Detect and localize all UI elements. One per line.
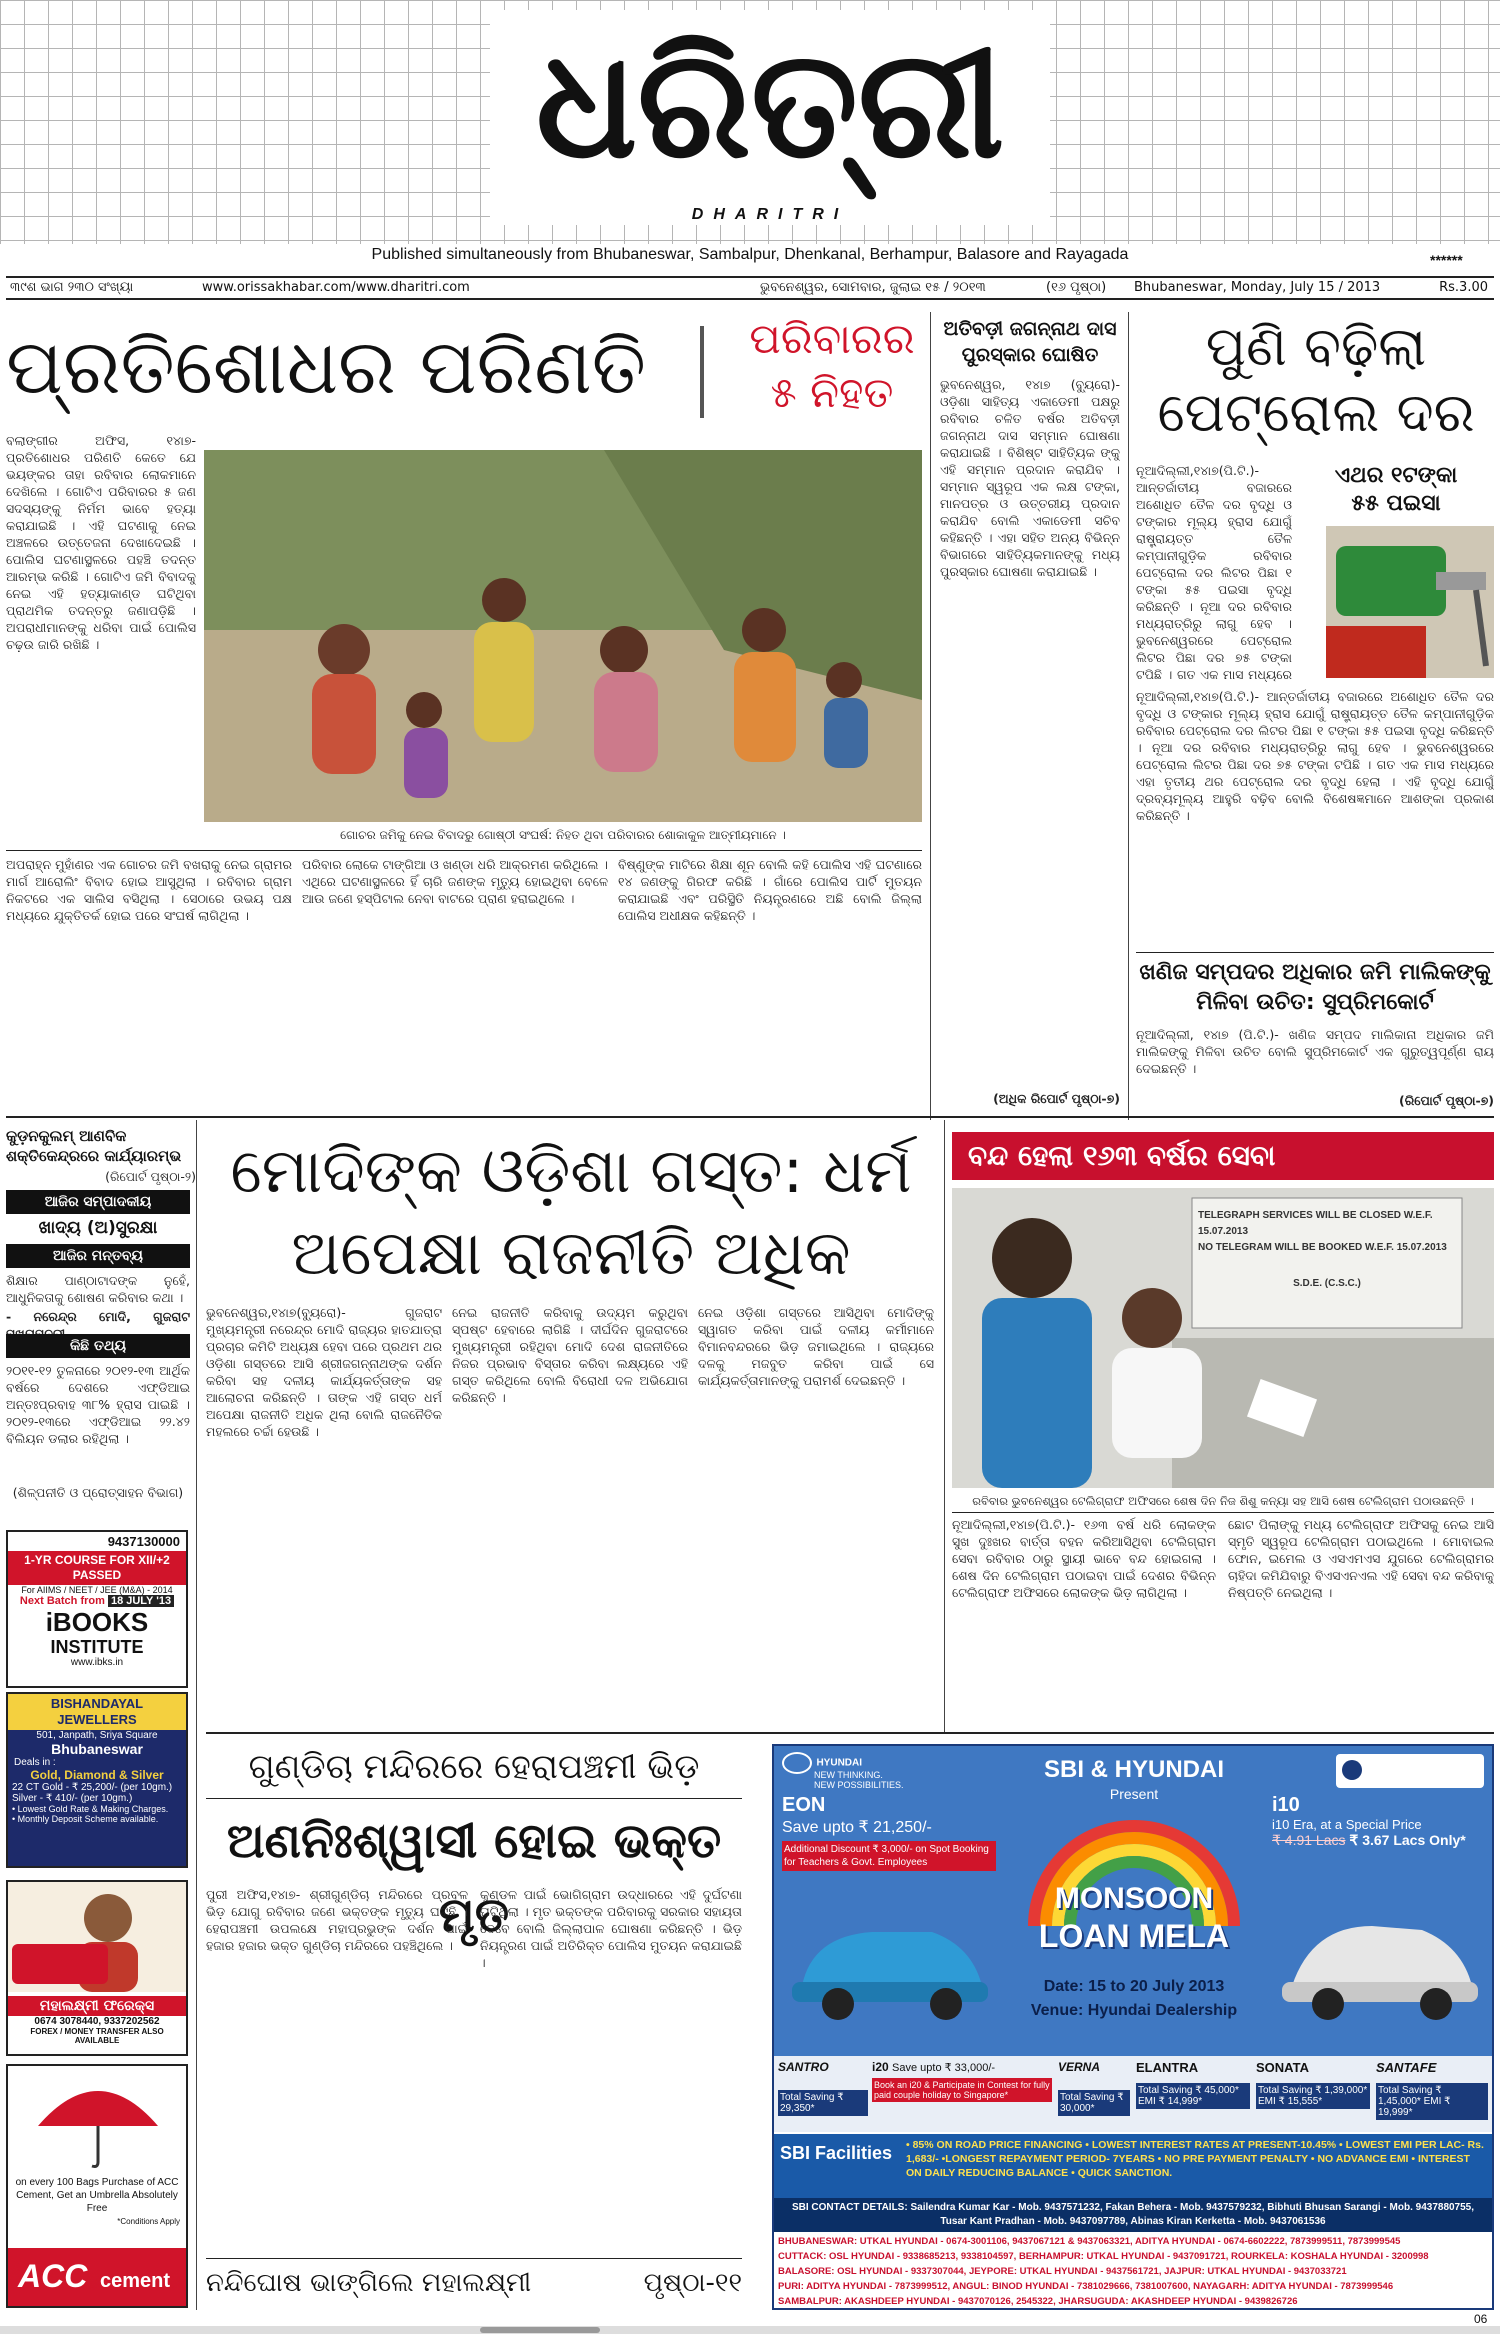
umbrella-icon [8,2066,186,2170]
hyundai-tag-1: NEW THINKING. [814,1770,883,1780]
hyundai-present: Present [1109,1786,1159,1802]
petrol-text-wide: ନୂଆଦିଲ୍ଲୀ,୧୪ା୭(ପି.ଟି.)- ଆନ୍ତର୍ଜାତୀୟ ବଜାରରେ ଅଶୋଧିତ ତୈଳ ଦର ବୃଦ୍ଧି ଓ ଟଙ୍କାର ମୂଲ୍ୟ ହ୍ରାସ ଯୋଗୁଁ ରାଷ୍ଟ୍ରାୟତ୍ତ ତୈଳ କମ୍ପାନୀଗୁଡ଼ିକ ରବିବାର ପେଟ୍ରୋଲ ଦର ଲିଟର ପିଛା ୧ ଟଙ୍କା ୫୫ ପଇସା ବୃଦ୍ଧି କରିଛନ୍ତି । ନୂଆ ଦର ରବିବାର ମଧ୍ୟରାତ୍ରିରୁ ଲାଗୁ ହେବ । ଭୁବନେଶ୍ୱରରେ ପେଟ୍ରୋଲ ଲିଟର ପିଛା ଦର ୭୫ ଟଙ୍କା ଟପିଛି । ଗତ ଏକ ମାସ ମଧ୍ୟରେ ଏହା ତୃତୀୟ ଥର ପେଟ୍ରୋଲ ଦର ବୃଦ୍ଧି ହେଲା । ଏହି ବୃଦ୍ଧି ଯୋଗୁଁ ଦ୍ରବ୍ୟମୂଲ୍ୟ ଆହୁରି ବଢ଼ିବ ବୋଲି ବିଶେଷଜ୍ଞମାନେ ଆଶଙ୍କା ପ୍ରକାଶ କରିଛନ୍ତି । [1136,689,1494,823]
model-i20[interactable] [872,2060,1052,2102]
telegram-caption: ରବିବାର ଭୁବନେଶ୍ୱର ଟେଲିଗ୍ରାଫ ଅଫିସରେ ଶେଷ ଦିନ ନିଜ ଶିଶୁ କନ୍ୟା ସହ ଆସି ଶେଷ ଟେଲିଗ୍ରାମ ପଠାଉଛନ୍ତି । [972,1494,1474,1508]
i10-price-old: ₹ 4.91 Lacs [1272,1832,1346,1848]
lead-photo-caption: ଗୋଚର ଜମିକୁ ନେଇ ବିବାଦରୁ ଗୋଷ୍ଠୀ ସଂଘର୍ଷ: ନିହତ ଥିବା ପରିବାରର ଶୋକାକୁଳ ଆତ୍ମୀୟମାନେ । [340,828,786,842]
petrol-rule [1136,952,1494,953]
model-santro-name: SANTRO [778,2060,829,2074]
hyundai-ad[interactable] [772,1744,1494,2310]
mining-continued: (ରିପୋର୍ଟ ପୃଷ୍ଠା-୭) [1399,1093,1494,1108]
model-santafe-save: Total Saving ₹ 1,45,000* EMI ₹ 19,999* [1376,2083,1488,2120]
dealer-line-4: PURI: ADITYA HYUNDAI - 7873999512, ANGUL: BINOD HYUNDAI - 7381029666, 7381007600, NAYAGARH: ADITYA HYUNDAI - 7873999546 [778,2281,1394,2292]
ibooks-for: For AIIMS / NEET / JEE (M&A) - 2014 [21,1585,173,1595]
hyundai-venue: Venue: Hyundai Dealership [1030,2002,1238,2019]
gundicha-headline: ଅଣନିଃଶ୍ୱାସୀ ହୋଇ ଭକ୍ତ ମୃତ [226,1813,722,1943]
jeweller-note-2: • Monthly Deposit Scheme available. [12,1814,159,1824]
eon-car-image [782,1896,996,2026]
acc-word: cement [100,2270,171,2292]
model-verna-name: VERNA [1058,2060,1101,2074]
mining-headline: ଖଣିଜ ସମ୍ପଦର ଅଧିକାର ଜମି ମାଲିକଙ୍କୁ ମିଳିବା ଉଚିତ: ସୁପ୍ରିମକୋର୍ଟ [1139,960,1491,1015]
ibooks-batch-row [8,1595,186,1607]
ibooks-ad[interactable] [6,1530,188,1688]
website[interactable]: www.orissakhabar.com/www.dharitri.com [202,280,470,295]
petrol-sub [1296,462,1496,518]
mela-line-1: MONSOON [1054,1882,1214,1915]
eon-panel [782,1794,996,1871]
eon-note: Additional Discount ₹ 3,000/- on Spot Booking for Teachers & Govt. Employees [782,1841,996,1871]
model-i20-save: Save upto ₹ 33,000/- [892,2062,996,2074]
acc-logo [8,2248,186,2306]
sign-line-3: S.D.E. (C.S.C.) [1293,1278,1361,1289]
published-line: Published simultaneously from Bhubaneswar, Sambalpur, Dhenkanal, Berhampur, Balasore and Rayagada [371,246,1129,263]
gundicha-kicker: ଗୁଣ୍ଡିଚା ମନ୍ଦିରରେ ହେରାପଞ୍ଚମୀ ଭିଡ଼ [248,1747,700,1787]
scrollbar-thumb[interactable] [480,2327,600,2333]
column-rule-b [1128,312,1129,1120]
model-santro[interactable] [778,2060,868,2116]
telegram-photo [952,1188,1494,1488]
date-english: Bhubaneswar, Monday, July 15 / 2013 [1134,280,1381,295]
forex-line: FOREX / MONEY TRANSFER ALSO AVAILABLE [30,2027,164,2045]
model-verna[interactable] [1058,2060,1130,2116]
hyundai-title: SBI & HYUNDAI [1043,1756,1224,1783]
jeweller-deals: Deals in : [14,1757,56,1768]
ibooks-web[interactable]: www.ibks.in [70,1657,124,1668]
i10-special: i10 Era, at a Special Price [1272,1817,1422,1832]
modi-col1: ଭୁବନେଶ୍ୱର,୧୪ା୭(ବ୍ୟୁରୋ)- ଗୁଜରାଟ ମୁଖ୍ୟମନ୍ତ୍ରୀ ନରେନ୍ଦ୍ର ମୋଦି ରାଜ୍ୟର ହାତଯାତ୍ରା ପ୍ରଚାର କମିଟି ଅଧ୍ୟକ୍ଷ ହେବା ପରେ ପ୍ରଥମ ଥର ଓଡ଼ିଶା ଗସ୍ତରେ ଆସି ଶ୍ରୀଜଗନ୍ନାଥଙ୍କ ଦର୍ଶନ କରିବା ସହ ଦଳୀୟ କାର୍ଯ୍ୟକର୍ତ୍ତାଙ୍କ ସହ ଆଲୋଚନା କରିଛନ୍ତି । ତାଙ୍କ ଏହି ଗସ୍ତ ଧର୍ମ ଅପେକ୍ଷା ରାଜନୀତି ଅଧିକ ଥିଲା ବୋଲି ରାଜନୈତିକ ମହଲରେ ଚର୍ଚ୍ଚା ହେଉଛି । [206,1305,442,1439]
petrol-photo [1326,526,1494,678]
model-elantra[interactable] [1136,2060,1250,2109]
i10-price-row [1272,1832,1486,1849]
forex-person-image [8,1882,186,1992]
lead-bottom-col3: ବିଷ୍ଣୁଙ୍କ ମାଟିରେ ଶିକ୍ଷା ଶୂନ ବୋଲି କହି ପୋଲିସ ଏହି ଘଟଣାରେ ୧୪ ଜଣଙ୍କୁ ଗିରଫ କରିଛି । ଗାଁରେ ପୋଲିସ ପାର୍ଟି ମୁତୟନ କରାଯାଇଛି ଏବଂ ପରିସ୍ଥିତି ନିୟନ୍ତ୍ରଣରେ ଅଛି ବୋଲି ଜିଲ୍ଲା ପୋଲିସ ଅଧୀକ୍ଷକ କହିଛନ୍ତି । [618,857,922,923]
gundicha-kicker-rule [206,1798,742,1799]
acc-ad[interactable] [6,2064,188,2308]
modi-headline-2: ଅପେକ୍ଷା ରାଜନୀତି ଅଧିକ [291,1216,851,1289]
fact-text: ୨୦୧୧-୧୨ ତୁଳନାରେ ୨୦୧୨-୧୩ ଆର୍ଥିକ ବର୍ଷରେ ଦେଶରେ ଏଫ୍‌ଡିଆଇ ଅନ୍ତଃପ୍ରବାହ ୩୮% ହ୍ରାସ ପାଇଛି । ୨୦୧୨-୧୩ରେ ଏଫ୍‌ଡିଆଇ ୨୨.୪୨ ବିଲିୟନ ଡଲାର ରହିଥିଲା । [6,1363,190,1446]
fuel-nozzle-image [1326,526,1494,678]
acc-brand: ACC [18,2258,88,2294]
hyundai-logo-block [782,1752,982,1790]
telegram-col2: ଛୋଟ ପିଲାଙ୍କୁ ମଧ୍ୟ ଟେଲିଗ୍ରାଫ ଅଫିସକୁ ନେଇ ଆସି ସ୍ମୃତି ସ୍ୱରୂପ ଟେଲିଗ୍ରାମ ପଠାଇଥିଲେ । ମୋବାଇଲ ଫୋନ, ଇମେଲ ଓ ଏସଏମଏସ ଯୁଗରେ ଟେଲିଗ୍ରାମର ଚାହିଦା କମିଯିବାରୁ ବିଏସଏନଏଲ ଏହି ସେବା ବନ୍ଦ କରିବାକୁ ନିଷ୍ପତ୍ତି ନେଇଥିଲା । [1228,1517,1494,1600]
lead-photo [204,450,922,822]
jeweller-gold: Gold, Diamond & Silver [30,1768,164,1782]
sign-line-2: NO TELEGRAM WILL BE BOOKED W.E.F. 15.07.2013 [1198,1242,1447,1253]
quote-by: - ନରେନ୍ଦ୍ର ମୋଦି, ଗୁଜରାଟ [6,1309,190,1324]
model-sonata[interactable] [1256,2060,1370,2109]
ibooks-course: 1-YR COURSE FOR XII/+2 PASSED [8,1551,186,1585]
sbi-logo-icon [1342,1760,1362,1780]
sbi-logo [1336,1754,1484,1788]
ibooks-date: 18 JULY '13 [108,1595,174,1607]
ibooks-brand: iBOOKS [45,1607,149,1637]
i10-car-image [1272,1896,1486,2026]
model-strip [774,2056,1492,2132]
jeweller-name: BISHANDAYAL JEWELLERS [8,1694,186,1730]
model-elantra-save: Total Saving ₹ 45,000* EMI ₹ 14,999* [1136,2083,1250,2109]
column-rule-left [196,1120,197,2310]
petrol-headline [1136,314,1496,446]
modi-headline [206,1130,936,1294]
gundicha-footer-title: ନନ୍ଦିଘୋଷ ଭାଙ୍ଗିଲେ ମହାଲକ୍ଷ୍ମୀ [206,2268,532,2298]
mid-section-rule [206,1732,1494,1734]
award-continued: (ଅଧିକ ରିପୋର୍ଟ ପୃଷ୍ଠା-୭) [993,1091,1120,1106]
quote-text: ଶିକ୍ଷାର ପାଣ୍ଠାଟାଦଙ୍କ ନୁହେଁ, ଆଧୁନିକତାକୁ ଶୋଷଣ କରିବାର କଥା । [6,1273,190,1305]
date-odia: ଭୁବନେଶ୍ୱର, ସୋମବାର, ଜୁଲାଇ ୧୫ / ୨୦୧୩ [760,280,986,295]
acc-conditions: *Conditions Apply [117,2217,180,2226]
sbi-label: SBI Facilities [780,2143,893,2163]
mining-text: ନୂଆଦିଲ୍ଲୀ, ୧୪ା୭ (ପି.ଟି.)- ଖଣିଜ ସମ୍ପଦ ମାଲିକାନା ଅଧିକାର ଜମି ମାଲିକଙ୍କୁ ମିଳିବା ଉଚିତ ବୋଲି ସୁପ୍ରିମକୋର୍ଟ ଏକ ଗୁରୁତ୍ୱପୂର୍ଣ୍ଣ ରାୟ ଦେଇଛନ୍ତି । [1136,1027,1494,1076]
fact-bar: କିଛି ତଥ୍ୟ [6,1334,190,1358]
hyundai-tag-2: NEW POSSIBILITIES. [814,1780,904,1790]
petrol-text: ନୂଆଦିଲ୍ଲୀ,୧୪ା୭(ପି.ଟି.)- ଆନ୍ତର୍ଜାତୀୟ ବଜାରରେ ଅଶୋଧିତ ତୈଳ ଦର ବୃଦ୍ଧି ଓ ଟଙ୍କାର ମୂଲ୍ୟ ହ୍ରାସ ଯୋଗୁଁ ରାଷ୍ଟ୍ରାୟତ୍ତ ତୈଳ କମ୍ପାନୀଗୁଡ଼ିକ ରବିବାର ପେଟ୍ରୋଲ ଦର ଲିଟର ପିଛା ୧ ଟଙ୍କା ୫୫ ପଇସା ବୃଦ୍ଧି କରିଛନ୍ତି । ନୂଆ ଦର ରବିବାର ମଧ୍ୟରାତ୍ରିରୁ ଲାଗୁ ହେବ । ଭୁବନେଶ୍ୱରରେ ପେଟ୍ରୋଲ ଲିଟର ପିଛା ଦର ୭୫ ଟଙ୍କା ଟପିଛି । ଗତ ଏକ ମାସ ମଧ୍ୟରେ [1136,463,1292,682]
jeweller-note-1: • Lowest Gold Rate & Making Charges. [12,1804,169,1814]
model-santafe-name: SANTAFE [1376,2060,1437,2075]
model-elantra-name: ELANTRA [1136,2060,1199,2075]
telegram-header: ବନ୍ଦ ହେଲା ୧୬୩ ବର୍ଷର ସେବା [952,1132,1494,1180]
nuclear-ref: (ରିପୋର୍ଟ ପୃଷ୍ଠା-୨) [105,1169,196,1184]
mela-line-2: LOAN MELA [1038,1918,1230,1954]
eon-save: Save upto ₹ 21,250/- [782,1819,932,1836]
petrol-sub-2: ୫୫ ପଇସା [1351,491,1441,516]
dealer-line-3: BALASORE: OSL HYUNDAI - 9337307044, JEYPORE: UTKAL HYUNDAI - 9437561721, JAJPUR: UTKAL HYUNDAI - 9437033721 [778,2266,1347,2277]
acc-offer: on every 100 Bags Purchase of ACC Cement, Get an Umbrella Absolutely Free [15,2177,179,2214]
gundicha-footer-page: ପୃଷ୍ଠା-୧୧ [643,2268,742,2298]
telegram-sign [1198,1208,1456,1292]
lead-photo-image [204,450,922,822]
model-sonata-name: SONATA [1256,2060,1309,2075]
sbi-points: • 85% ON ROAD PRICE FINANCING • LOWEST INTEREST RATES AT PRESENT-10.45% • LOWEST EMI PER LAC- Rs. 1,683/- •LONGEST REPAYMENT PERIOD- 7YEARS • NO PRE PAYMENT PENALTY • NO ADVANCE EMI • INTEREST ON DAILY REDUCING BALANCE • QUICK SANCTION. [906,2139,1484,2179]
lead-bottom-col1: ଅପରାହ୍ନ ମୁହାଁଣର ଏକ ଗୋଚର ଜମି ବଖରାକୁ ନେଇ ଗ୍ରାମର ମାର୍ଗ ଆରୋଲିଂ ବିବାଦ ହୋଇ ଆସୁଥିଲା । ରବିବାର ଗ୍ରାମ ନିକଟରେ ଏକ ସାଲିସ ବସିଥିଲା । ସେଠାରେ ଉଭୟ ପକ୍ଷ ମଧ୍ୟରେ ଯୁକ୍ତିତର୍କ ହୋଇ ପରେ ସଂଘର୍ଷ ଲାଗିଥିଲା । [6,857,292,923]
jeweller-ad[interactable] [6,1692,188,1868]
lead-column: ବଲାଙ୍ଗୀର ଅଫିସ, ୧୪ା୭- ପ୍ରତିଶୋଧର ପରିଣତି କେତେ ଯେ ଭୟଙ୍କର ତାହା ରବିବାର ଲୋକମାନେ ଦେଖିଲେ । ଗୋଟିଏ ପରିବାରର ୫ ଜଣ ସଦସ୍ୟଙ୍କୁ ନିର୍ମମ ଭାବେ ହତ୍ୟା କରାଯାଇଛି । ଏହି ଘଟଣାକୁ ନେଇ ଅଞ୍ଚଳରେ ଉତ୍ତେଜନା ଦେଖାଦେଇଛି । ପୋଲିସ ଘଟଣାସ୍ଥଳରେ ପହଞ୍ଚି ତଦନ୍ତ ଆରମ୍ଭ କରିଛି । ଗୋଟିଏ ଜମି ବିବାଦକୁ ନେଇ ଏହି ହତ୍ୟାକାଣ୍ଡ ଘଟିଥିବା ପ୍ରାଥମିକ ତଦନ୍ତରୁ ଜଣାପଡ଼ିଛି । ଅପରାଧୀମାନଙ୍କୁ ଧରିବା ପାଇଁ ପୋଲିସ ଚଢ଼ଉ ଜାରି ରଖିଛି । [6,433,196,652]
stars: ****** [1430,252,1463,268]
forex-phone: 0674 3078440, 9337202562 [34,2016,160,2027]
i10-panel [1272,1794,1486,1849]
modi-col3: ନେଇ ଓଡ଼ିଶା ଗସ୍ତରେ ଆସିଥିବା ମୋଦିଙ୍କୁ ସ୍ୱାଗତ କରିବା ପାଇଁ ଦଳୀୟ କର୍ମୀମାନେ ବିମାନବନ୍ଦରରେ ଭିଡ଼ ଜମାଇଥିଲେ । ରାଜ୍ୟରେ ଦଳକୁ ମଜବୁତ କରିବା ପାଇଁ ସେ କାର୍ଯ୍ୟକର୍ତ୍ତାମାନଙ୍କୁ ପରାମର୍ଶ ଦେଇଛନ୍ତି । [698,1305,934,1388]
logo-text: ଧରିତ୍ରୀ [535,18,1005,192]
i10-name: i10 [1272,1794,1300,1816]
sbi-contacts: SBI CONTACT DETAILS: Sailendra Kumar Kar - Mob. 9437571232, Fakan Behera - Mob. 9437579232, Bibhuti Bhusan Sarangi - Mob. 9437880755, Tusar Kant Pradhan - Mob. 9437097789, Abinas Kiran Kerketta - Mob. 9437061536 [774,2198,1492,2232]
modi-headline-1: ମୋଦିଙ୍କ ଓଡ଼ିଶା ଗସ୍ତ: ଧର୍ମ [230,1134,912,1207]
editorial-title: ଖାଦ୍ୟ (ଅ)ସୁରକ୍ଷା [38,1218,158,1238]
jeweller-rate-1: 22 CT Gold - ₹ 25,200/- (per 10gm.) [12,1782,173,1793]
dealer-line-1: BHUBANESWAR: UTKAL HYUNDAI - 0674-3001106, 9437067121 & 9437063321, ADITYA HYUNDAI - 0674-6602222, 7873999511, 7873999545 [778,2236,1401,2247]
quote-bar: ଆଜିର ମନ୍ତବ୍ୟ [6,1244,190,1268]
petrol-headline-2: ପେଟ୍ରୋଲ ଦର [1157,381,1475,444]
eon-name: EON [782,1794,826,1816]
award-text: ଭୁବନେଶ୍ୱର, ୧୪ା୭ (ବ୍ୟୁରୋ)- ଓଡ଼ିଶା ସାହିତ୍ୟ ଏକାଡେମୀ ପକ୍ଷରୁ ରବିବାର ଚଳିତ ବର୍ଷର ଅତିବଡ଼ୀ ଜଗନ୍ନାଥ ଦାସ ସମ୍ମାନ ଘୋଷଣା କରାଯାଇଛି । ବିଶିଷ୍ଟ ସାହିତ୍ୟିକ ଙ୍କୁ ଏହି ସମ୍ମାନ ପ୍ରଦାନ କରାଯିବ । ସମ୍ମାନ ସ୍ୱରୂପ ଏକ ଲକ୍ଷ ଟଙ୍କା, ମାନପତ୍ର ଓ ଉତ୍ତରୀୟ ପ୍ରଦାନ କରାଯିବ ବୋଲି ଏକାଡେମୀ ସଚିବ କହିଛନ୍ତି । ଏହା ସହିତ ଅନ୍ୟ ବିଭିନ୍ନ ବିଭାଗରେ ସାହିତ୍ୟିକମାନଙ୍କୁ ମଧ୍ୟ ପୁରସ୍କାର ଘୋଷଣା କରାଯାଇଛି । [940,377,1120,579]
fact-source: (ଶିଳ୍ପନୀତି ଓ ପ୍ରୋତ୍ସାହନ ବିଭାଗ) [12,1485,184,1500]
forex-ad[interactable] [6,1880,188,2056]
award-headline: ଅତିବଡ଼ୀ ଜଗନ୍ନାଥ ଦାସ ପୁରସ୍କାର ଘୋଷିତ [943,318,1117,366]
column-rule-mid [944,1120,945,1732]
gundicha-col1: ପୁରୀ ଅଫିସ,୧୪ା୭- ଶ୍ରୀଗୁଣ୍ଡିଚା ମନ୍ଦିରରେ ପ୍ରବଳ ଭିଡ଼ ଯୋଗୁ ରବିବାର ଜଣେ ଭକ୍ତଙ୍କ ମୃତ୍ୟୁ ଘଟିଛି । ହେରାପଞ୍ଚମୀ ଉପଲକ୍ଷେ ମହାପ୍ରଭୁଙ୍କ ଦର୍ଶନ ପାଇଁ ହଜାର ହଜାର ଭକ୍ତ ଗୁଣ୍ଡିଚା ମନ୍ଦିରରେ ପହଞ୍ଚିଥିଲେ । [206,1887,468,1953]
gundicha-footer-rule [206,2258,742,2259]
editorial-bar: ଆଜିର ସମ୍ପାଦକୀୟ [6,1190,190,1214]
model-i20-row [872,2060,1052,2074]
lead-kicker [712,312,952,420]
hyundai-date: Date: 15 to 20 July 2013 [1043,1978,1225,1995]
lead-divider [700,326,704,418]
modi-col2: ନେଇ ରାଜନୀତି କରିବାକୁ ଉଦ୍ୟମ କରୁଥିବା ସ୍ପଷ୍ଟ ହେବାରେ ଲାଗିଛି । ଦୀର୍ଘଦିନ ଗୁଜରାଟରେ ମୁଖ୍ୟମନ୍ତ୍ରୀ ରହିଥିବା ମୋଦି ଦେଶ ରାଜନୀତିରେ ନିଜର ପ୍ରଭାବ ବିସ୍ତାର କରିବା ଲକ୍ଷ୍ୟରେ ଏହି ଗସ୍ତ କରିଥିଲେ ବୋଲି ବିରୋଧୀ ଦଳ ଅଭିଯୋଗ କରିଛନ୍ତି । [452,1305,688,1405]
logo-subtitle: DHARITRI [691,206,849,223]
column-rule-a [930,312,931,1120]
sign-line-1: TELEGRAPH SERVICES WILL BE CLOSED W.E.F. 15.07.2013 [1198,1210,1433,1237]
bottom-scrollbar[interactable] [0,2326,1500,2334]
ibooks-phone: 9437130000 [107,1534,180,1549]
dateline-bar [6,276,1494,300]
model-sonata-save: Total Saving ₹ 1,39,000* EMI ₹ 15,555* [1256,2083,1370,2109]
kicker-line-2: ୫ ନିହତ [770,368,894,417]
masthead-logo [490,10,1050,225]
petrol-headline-1: ପୁଣି ବଢ଼ିଲା [1205,315,1427,378]
model-i20-name: i20 [872,2060,889,2074]
petrol-sub-1: ଏଥର ୧ଟଙ୍କା [1334,463,1458,488]
dealer-line-2: CUTTACK: OSL HYUNDAI - 9338685213, 9338104597, BERHAMPUR: UTKAL HYUNDAI - 9437091721, ROURKELA: KOSHALA HYUNDAI - 3200998 [778,2251,1429,2262]
top-section-rule [6,1116,1494,1118]
ibooks-batch: Next Batch from [19,1595,105,1607]
issue-number: ୩୯ଶ ଭାଗ ୨୩୦ ସଂଖ୍ୟା [10,280,134,295]
telegram-rule [952,1512,1494,1513]
dealer-list [778,2234,1490,2309]
jeweller-address: 501, Janpath, Sriya Square [36,1730,158,1741]
page-count: (୧୬ ପୃଷ୍ଠା) [1046,280,1107,295]
jeweller-city: Bhubaneswar [51,1741,143,1757]
kicker-line-1: ପରିବାରର [749,314,915,363]
i10-price-new: ₹ 3.67 Lacs Only* [1349,1832,1466,1848]
dealer-line-5: SAMBALPUR: AKASHDEEP HYUNDAI - 9437070126, 2545322, JHARSUGUDA: AKASHDEEP HYUNDAI - 9439826726 [778,2296,1298,2307]
forex-brand: ମହାଲକ୍ଷ୍ମୀ ଫରେକ୍ସ [8,1996,186,2016]
gundicha-col2: କୁଣ୍ଡଳ ପାଇଁ ଭୋଗିଗ୍ରାମ ଉଦ୍ଧାରରେ ଏହି ଦୁର୍ଘଟଣା ଘଟିଥିଲା । ମୃତ ଭକ୍ତଙ୍କ ପରିବାରକୁ ସରକାର ସହାୟତା ଦେବେ ବୋଲି ଜିଲ୍ଲାପାଳ ଘୋଷଣା କରିଛନ୍ତି । ଭିଡ଼ ନିୟନ୍ତ୍ରଣ ପାଇଁ ଅତିରିକ୍ତ ପୋଲିସ ମୁତୟନ କରାଯାଇଛି । [480,1887,742,1970]
sbi-facilities [774,2134,1492,2198]
model-verna-save: Total Saving ₹ 30,000* [1058,2090,1130,2116]
lead-rule [6,850,922,851]
model-santafe[interactable] [1376,2060,1488,2120]
model-santro-save: Total Saving ₹ 29,350* [778,2090,868,2116]
ibooks-institute: INSTITUTE [50,1637,144,1657]
page-number: 06 [1474,2312,1488,2326]
telegram-col1: ନୂଆଦିଲ୍ଲୀ,୧୪ା୭(ପି.ଟି.)- ୧୬୩ ବର୍ଷ ଧରି ଲୋକଙ୍କ ସୁଖ ଦୁଃଖର ବାର୍ତ୍ତା ବହନ କରିଆସିଥିବା ଟେଲିଗ୍ରାମ ସେବା ରବିବାର ଠାରୁ ସ୍ଥାୟୀ ଭାବେ ବନ୍ଦ ହୋଇଗଲା । ଶେଷ ଦିନ ଟେଲିଗ୍ରାମ ପଠାଇବା ପାଇଁ ଦେଶର ବିଭିନ୍ନ ଟେଲିଗ୍ରାଫ ଅଫିସରେ ଲୋକଙ୍କ ଭିଡ଼ ଲାଗିଥିଲା । [952,1517,1216,1600]
hyundai-brand: HYUNDAI [816,1757,863,1769]
lead-headline: ପ୍ରତିଶୋଧର ପରିଣତି [6,322,646,411]
nuclear-title: କୁଡ଼ନକୁଲମ୍ ଆଣବିକ ଶକ୍ତିକେନ୍ଦ୍ରରେ କାର୍ଯ୍ୟାରମ୍ଭ [6,1127,182,1165]
lead-bottom-col2: ପରିବାର ଲୋକେ ଟାଙ୍ଗିଆ ଓ ଖଣ୍ଡା ଧରି ଆକ୍ରମଣ କରିଥିଲେ । ଏଥିରେ ଘଟଣାସ୍ଥଳରେ ହିଁ ଚାରି ଜଣଙ୍କ ମୃତ୍ୟୁ ହୋଇଥିବା ବେଳେ ଆଉ ଜଣେ ହସ୍ପିଟାଲ ନେବା ବାଟରେ ପ୍ରାଣ ହରାଇଥିଲେ । [302,857,608,906]
hyundai-logo-icon [782,1752,812,1774]
model-i20-note: Book an i20 & Participate in Contest for fully paid couple holiday to Singapore* [872,2078,1052,2102]
jeweller-rate-2: Silver - ₹ 410/- (per 10gm.) [12,1793,133,1804]
price: Rs.3.00 [1439,280,1488,295]
